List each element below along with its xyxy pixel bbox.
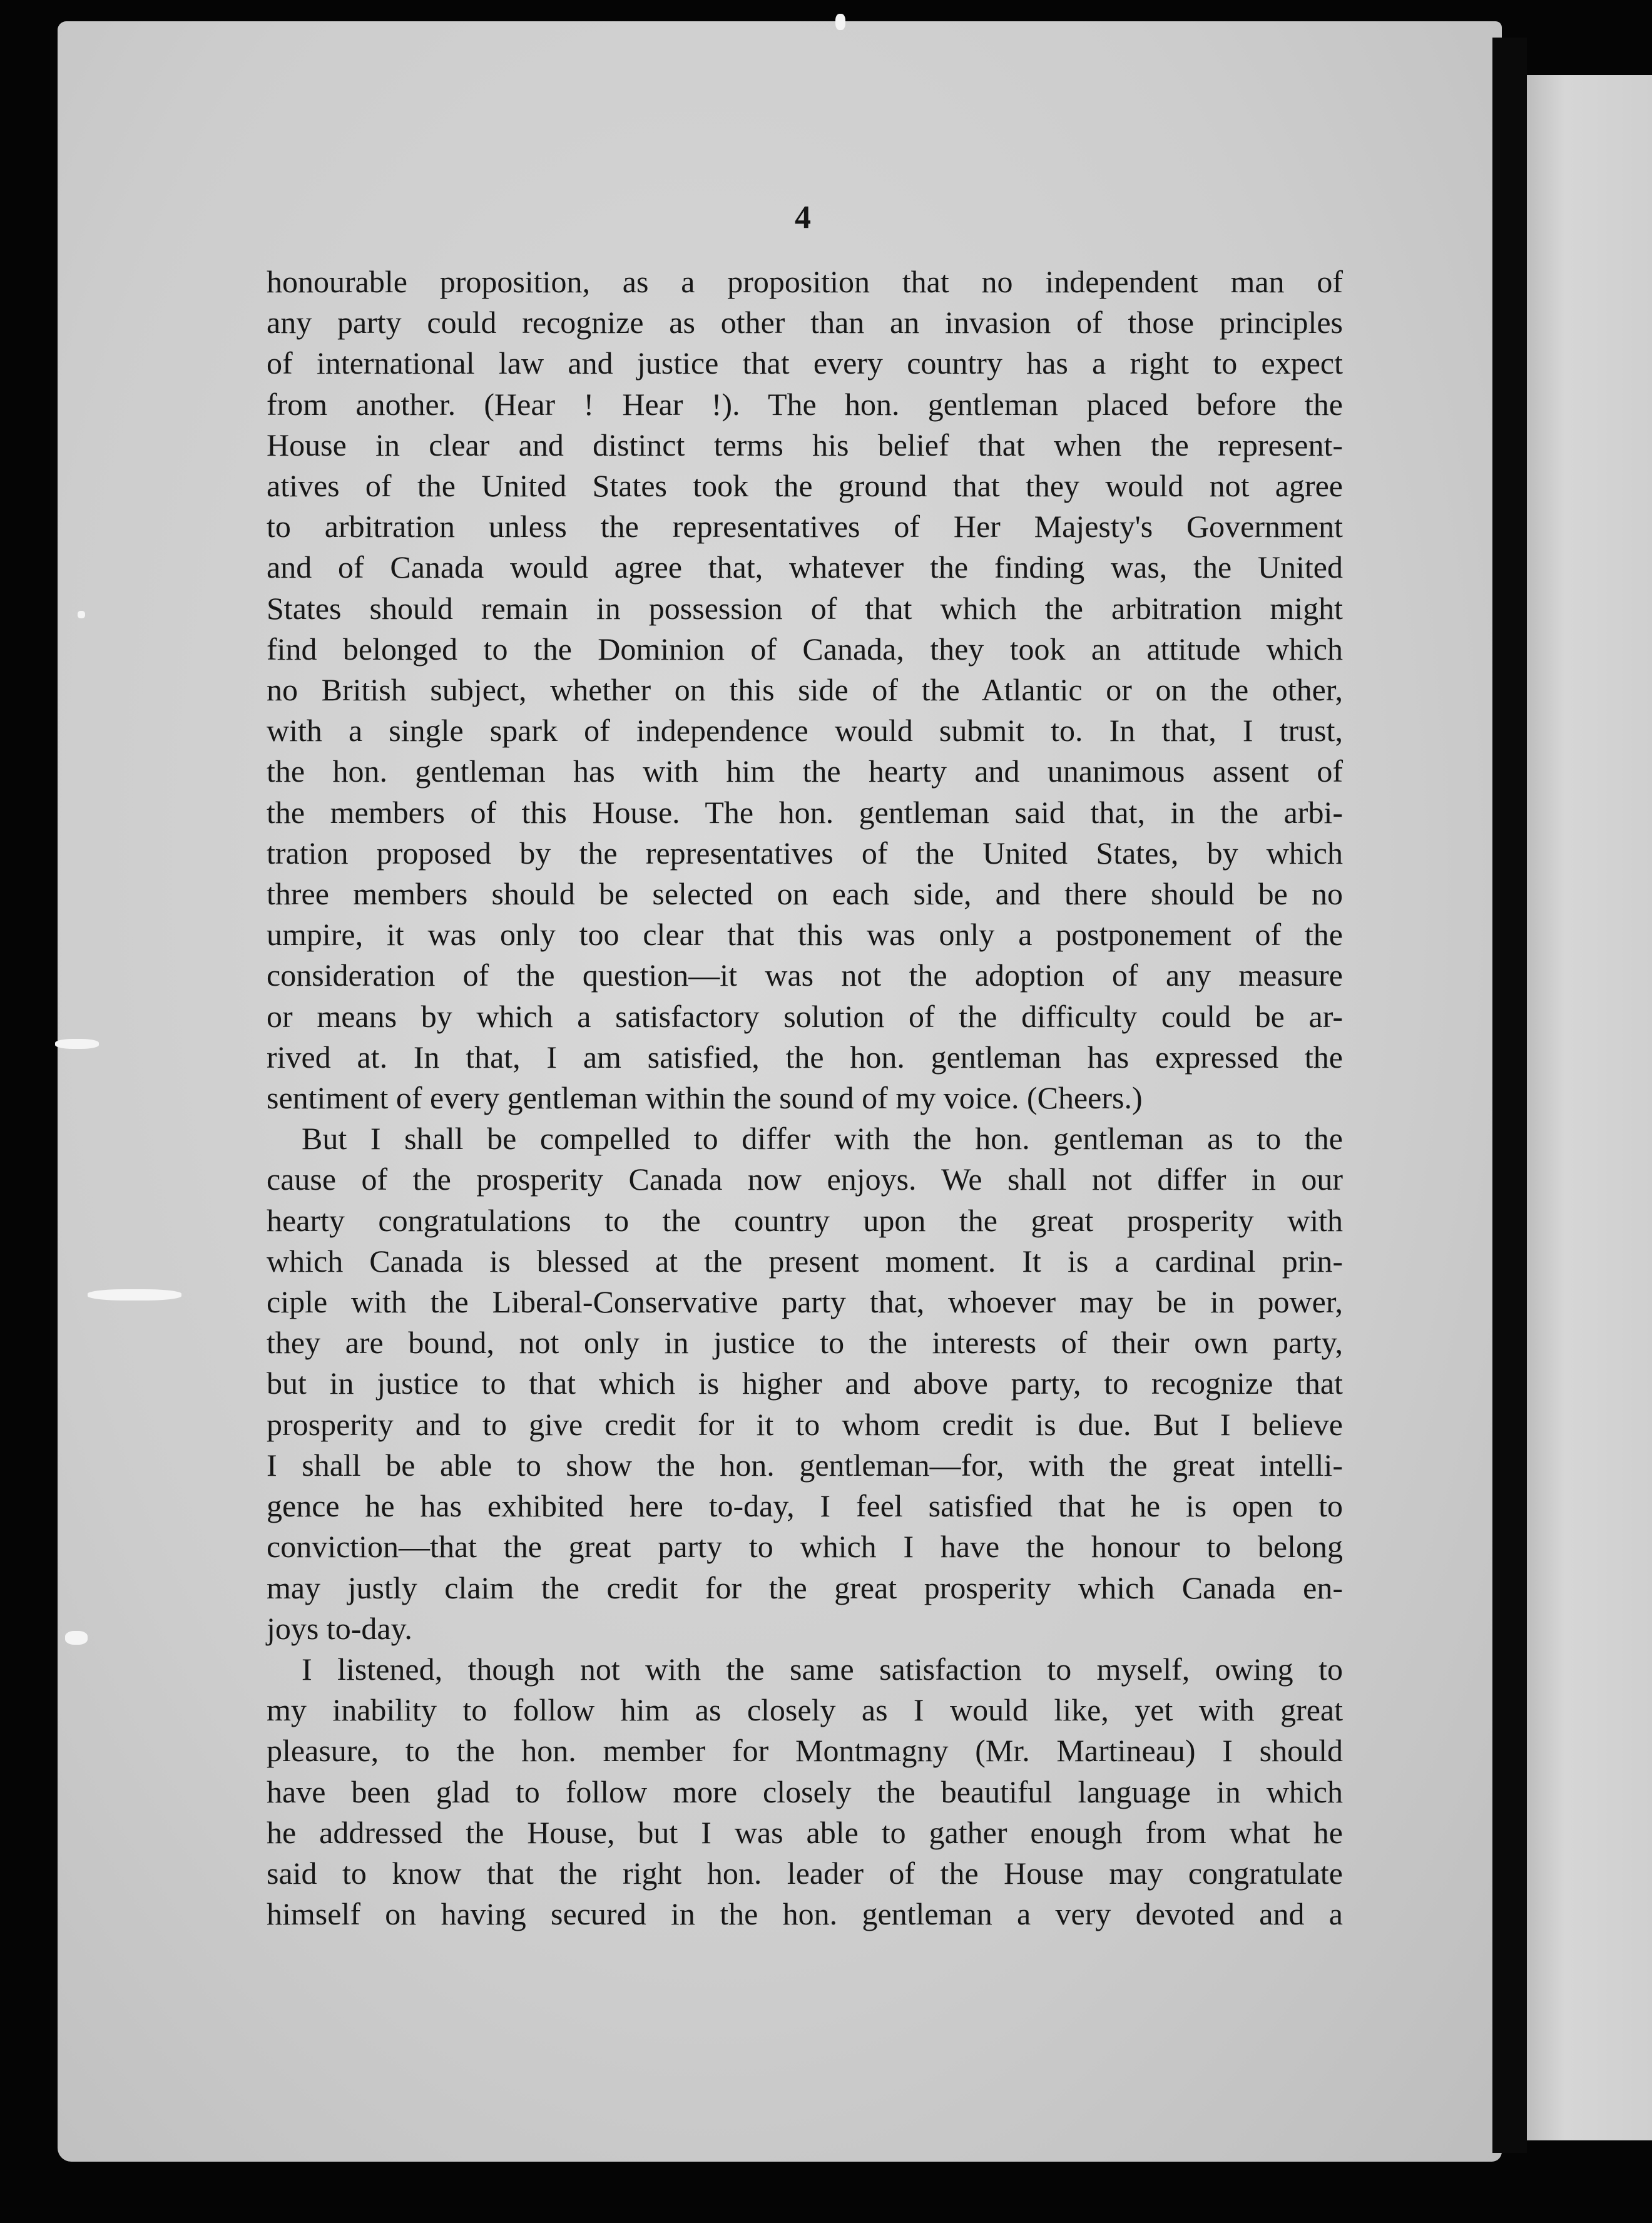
scan-speck (55, 1039, 99, 1049)
scan-speck (88, 1289, 181, 1301)
text-line: he addressed the House, but I was able to gather enough from what he (267, 1814, 1343, 1850)
text-line: hearty congratulations to the country upon the great prosperity with (267, 1202, 1343, 1238)
text-line: the hon. gentleman has with him the hearty and unanimous assent of (267, 754, 1343, 789)
text-line: rived at. In that, I am satisfied, the hon. gentleman has expressed the (267, 1039, 1343, 1075)
text-line: or means by which a satisfactory solution of the difficulty could be ar- (267, 998, 1343, 1034)
text-line: the members of this House. The hon. gentleman said that, in the arbi- (267, 794, 1343, 830)
text-line: three members should be selected on each side, and there should be no (267, 876, 1343, 912)
text-line: any party could recognize as other than an invasion of those principles (267, 305, 1343, 340)
text-line: consideration of the question—it was not the adoption of any measure (267, 958, 1343, 993)
scan-speck (78, 611, 85, 618)
text-line: have been glad to follow more closely the beautiful language in which (267, 1774, 1343, 1809)
text-line: gence he has exhibited here to-day, I feel satisfied that he is open to (267, 1488, 1343, 1524)
text-line: but in justice to that which is higher and above party, to recognize that (267, 1366, 1343, 1401)
text-line: But I shall be compelled to differ with the hon. gentleman as to the (302, 1121, 1343, 1157)
text-line: and of Canada would agree that, whatever the finding was, the United (267, 549, 1343, 585)
text-line: pleasure, to the hon. member for Montmagny (Mr. Martineau) I should (267, 1733, 1343, 1769)
text-line: of international law and justice that every country has a right to expect (267, 345, 1343, 381)
text-line: to arbitration unless the representatives of Her Majesty's Government (267, 509, 1343, 544)
text-line: which Canada is blessed at the present moment. It is a cardinal prin- (267, 1243, 1343, 1279)
text-line: cause of the prosperity Canada now enjoys. We shall not differ in our (267, 1162, 1343, 1197)
text-line: House in clear and distinct terms his belief that when the represent- (267, 427, 1343, 462)
text-line: himself on having secured in the hon. gentleman a very devoted and a (267, 1896, 1343, 1932)
text-line: honourable proposition, as a proposition that no independent man of (267, 264, 1343, 299)
scan-speck (65, 1631, 88, 1645)
text-line: with a single spark of independence would submit to. In that, I trust, (267, 713, 1343, 749)
book-gutter (1492, 38, 1527, 2153)
text-line: from another. (Hear ! Hear !). The hon. gentleman placed before the (267, 386, 1343, 422)
facing-page-edge (1527, 75, 1652, 2140)
text-line: umpire, it was only too clear that this was only a postponement of the (267, 917, 1343, 953)
text-line: ciple with the Liberal-Conservative party that, whoever may be in power, (267, 1284, 1343, 1320)
text-line: States should remain in possession of that which the arbitration might (267, 590, 1343, 626)
text-line: find belonged to the Dominion of Canada, they took an attitude which (267, 631, 1343, 667)
text-line: may justly claim the credit for the great prosperity which Canada en- (267, 1570, 1343, 1605)
page-number: 4 (795, 200, 811, 235)
text-line: sentiment of every gentleman within the sound of my voice. (Cheers.) (267, 1080, 1143, 1116)
scan-speck (835, 14, 845, 30)
text-line: I listened, though not with the same satisfaction to myself, owing to (302, 1651, 1343, 1687)
text-line: prosperity and to give credit for it to whom credit is due. But I believe (267, 1406, 1343, 1442)
text-line: they are bound, not only in justice to the interests of their own party, (267, 1325, 1343, 1361)
text-line: my inability to follow him as closely as I would like, yet with great (267, 1692, 1343, 1728)
text-line: said to know that the right hon. leader of the House may congratulate (267, 1855, 1343, 1891)
text-line: joys to-day. (267, 1610, 412, 1646)
text-line: no British subject, whether on this side of the Atlantic or on the other, (267, 672, 1343, 708)
text-line: atives of the United States took the ground that they would not agree (267, 468, 1343, 504)
text-line: conviction—that the great party to which I have the honour to belong (267, 1529, 1343, 1565)
text-line: tration proposed by the representatives of the United States, by which (267, 835, 1343, 871)
text-line: I shall be able to show the hon. gentleman—for, with the great intelli- (267, 1447, 1343, 1483)
body-text (267, 262, 1343, 1934)
